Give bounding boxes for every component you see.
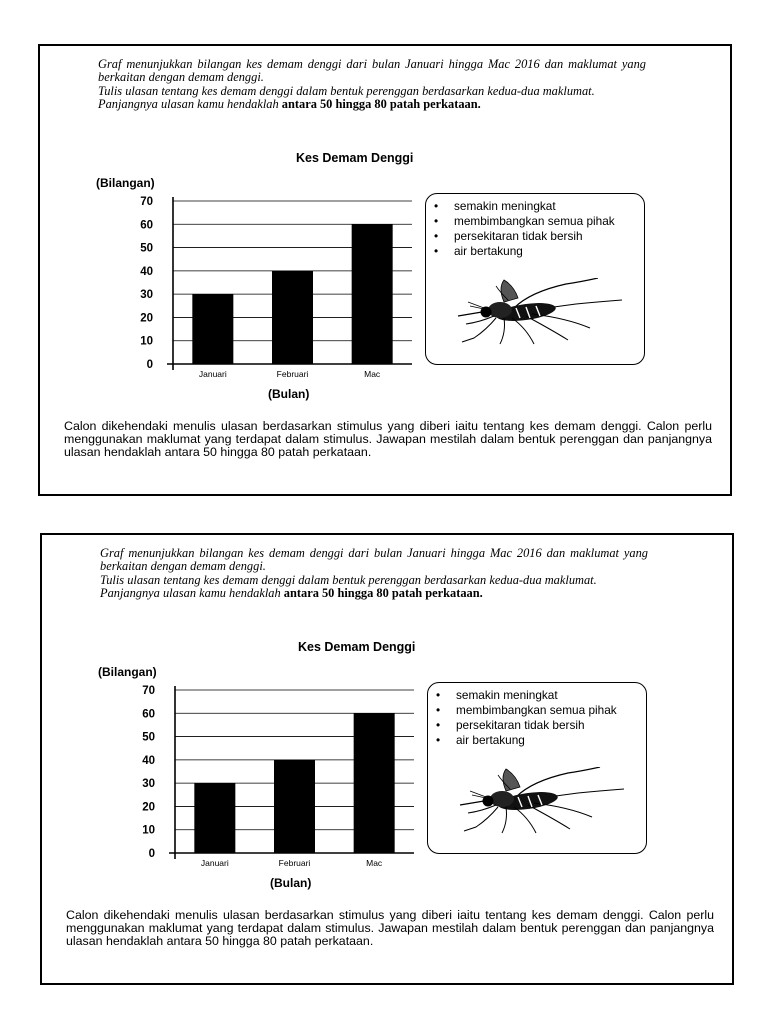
instruction-line: Panjangnya ulasan kamu hendaklah (100, 585, 284, 600)
instruction-line: Graf menunjukkan bilangan kes demam denggi dari bulan Januari hingga Mac 2016 dan maklumat yang berkaitan dengan demam denggi. (98, 57, 646, 85)
x-tick-label: Mac (366, 858, 383, 868)
word-limit: antara 50 hingga 80 patah perkataan. (283, 585, 483, 600)
candidate-instructions (66, 909, 714, 949)
info-box (427, 682, 647, 854)
y-tick-label: 20 (140, 312, 153, 325)
bar (194, 783, 235, 853)
mosquito-icon (456, 278, 626, 348)
chart-title: Kes Demam Denggi (296, 151, 414, 165)
bar (352, 224, 393, 364)
y-tick-label: 40 (142, 754, 155, 767)
instruction-line: Graf menunjukkan bilangan kes demam denggi dari bulan Januari hingga Mac 2016 dan maklumat yang berkaitan dengan demam denggi. (100, 546, 648, 574)
bar (192, 294, 233, 364)
mosquito-icon (458, 767, 628, 837)
bar-chart (40, 46, 440, 386)
y-tick-label: 50 (142, 731, 155, 744)
y-tick-label: 30 (140, 289, 153, 302)
bullet-item: • semakin meningkat (434, 200, 644, 213)
y-tick-label: 0 (146, 359, 153, 371)
footer-text: Calon dikehendaki menulis ulasan berdasarkan stimulus yang diberi iaitu tentang kes demam denggi. Calon perlu menggunakan maklumat yang terdapat dalam stimulus. Jawapan mestilah dalam bentuk perenggan dan panjangnya ulasan hendaklah antara 50 hingga 80 patah perkataan. (66, 908, 714, 949)
bullet-item: • persekitaran tidak bersih (436, 719, 646, 732)
instruction-line: Panjangnya ulasan kamu hendaklah (98, 96, 282, 111)
x-tick-label: Februari (278, 858, 311, 868)
bullet-item: • air bertakung (436, 734, 646, 747)
word-limit: antara 50 hingga 80 patah perkataan. (281, 96, 481, 111)
stimulus-panel (38, 44, 732, 496)
info-box (425, 193, 645, 365)
y-tick-label: 70 (140, 196, 153, 208)
y-tick-label: 70 (142, 685, 155, 697)
chart-title: Kes Demam Denggi (298, 640, 416, 654)
bullet-item: • air bertakung (434, 245, 644, 258)
bullet-item: • persekitaran tidak bersih (434, 230, 644, 243)
bar-chart (42, 535, 442, 875)
y-tick-label: 10 (142, 824, 155, 837)
bar (272, 271, 313, 364)
x-axis-label: (Bulan) (270, 876, 312, 890)
x-tick-label: Januari (198, 369, 227, 379)
x-tick-label: Mac (364, 369, 381, 379)
bullet-item: • semakin meningkat (436, 689, 646, 702)
y-tick-label: 40 (140, 265, 153, 278)
y-tick-label: 20 (142, 801, 155, 814)
y-tick-label: 10 (140, 335, 153, 348)
instruction-line: Tulis ulasan tentang kes demam denggi dalam bentuk perenggan berdasarkan kedua-dua maklumat. (98, 83, 595, 98)
footer-text: Calon dikehendaki menulis ulasan berdasarkan stimulus yang diberi iaitu tentang kes demam denggi. Calon perlu menggunakan maklumat yang terdapat dalam stimulus. Jawapan mestilah dalam bentuk perenggan dan panjangnya ulasan hendaklah antara 50 hingga 80 patah perkataan. (64, 419, 712, 460)
y-axis-label: (Bilangan) (98, 665, 157, 679)
bar (354, 713, 395, 853)
y-tick-label: 30 (142, 778, 155, 791)
instruction-line: Tulis ulasan tentang kes demam denggi dalam bentuk perenggan berdasarkan kedua-dua maklumat. (100, 572, 597, 587)
bullet-item: • membimbangkan semua pihak (436, 704, 646, 717)
y-tick-label: 60 (142, 708, 155, 721)
x-tick-label: Februari (276, 369, 309, 379)
bar (274, 760, 315, 853)
y-tick-label: 60 (140, 219, 153, 232)
stimulus-panel (40, 533, 734, 985)
y-axis-label: (Bilangan) (96, 176, 155, 190)
candidate-instructions (64, 420, 712, 460)
y-tick-label: 0 (148, 848, 155, 860)
x-tick-label: Januari (200, 858, 229, 868)
bullet-item: • membimbangkan semua pihak (434, 215, 644, 228)
x-axis-label: (Bulan) (268, 387, 310, 401)
y-tick-label: 50 (140, 242, 153, 255)
